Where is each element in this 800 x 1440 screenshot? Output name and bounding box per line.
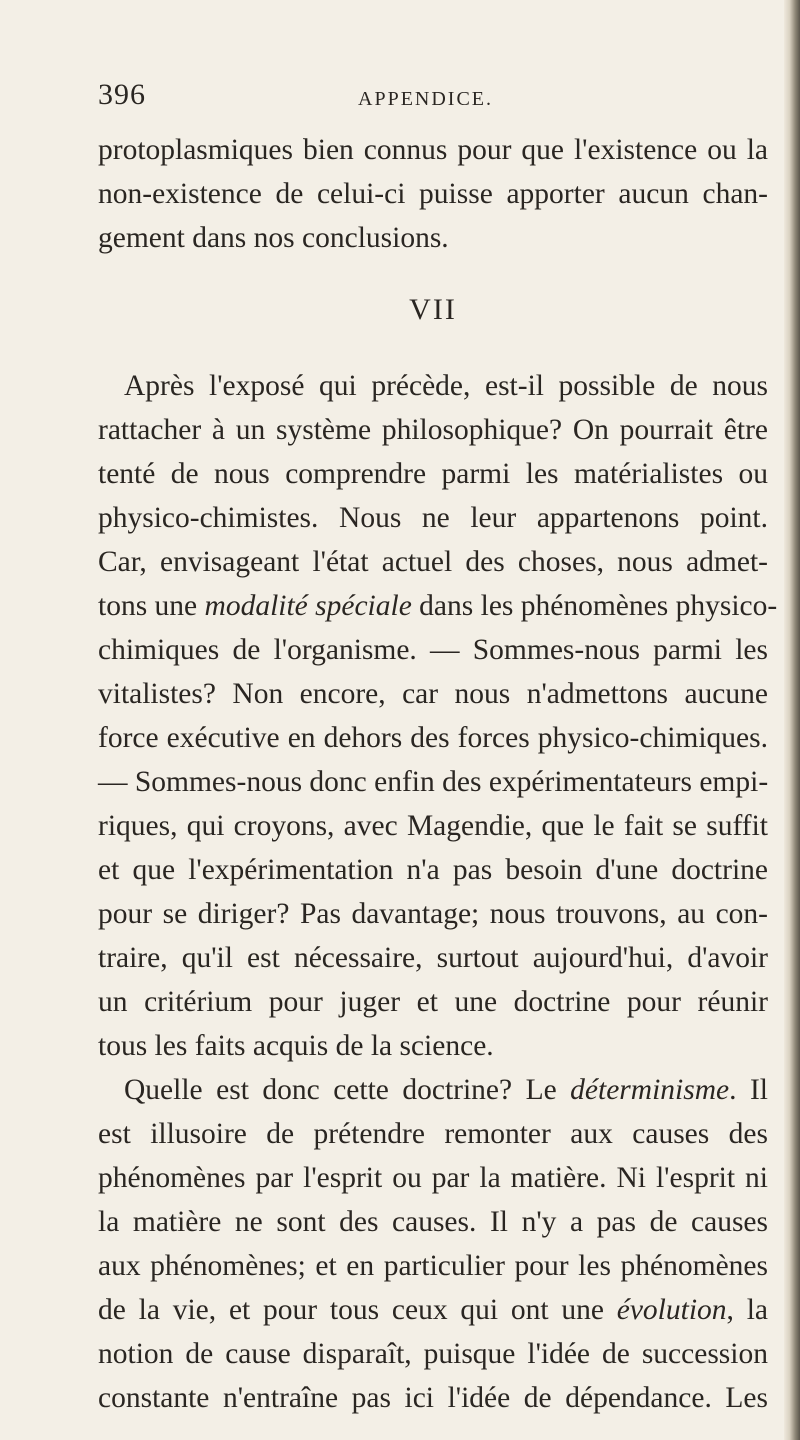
text-span: dans les phénomènes physico- [411,590,778,622]
text-line: gement dans nos conclusions. [98,222,449,254]
page-edge-shadow [784,0,800,1440]
text-line: pour se diriger? Pas davantage; nous trouvons, au con- [98,898,768,930]
page-number: 396 [98,78,146,111]
text-span: tons une [98,590,205,622]
text-line: est illusoire de prétendre remonter aux causes des [98,1118,768,1150]
italic-term: déterminisme [570,1074,730,1106]
paragraph-3 [98,1068,768,1420]
running-head: APPENDICE. [358,88,494,110]
text-line: aux phénomènes; et en particulier pour les phénomènes [98,1250,768,1282]
page-header [98,78,698,122]
text-line: la matière ne sont des causes. Il n'y a pas de causes [98,1206,768,1238]
text-span: . Il [729,1074,768,1106]
text-line: et que l'expérimentation n'a pas besoin d'une doctrine [98,854,768,886]
section-heading: VII [409,293,457,326]
body-text [98,128,778,1420]
text-line: Après l'exposé qui précède, est-il possible de nous [124,370,768,402]
text-line [98,584,778,628]
text-line: physico-chimistes. Nous ne leur appartenons point. [98,502,768,534]
text-line [98,1288,768,1332]
italic-term: évolution [616,1294,727,1326]
text-line: — Sommes-nous donc enfin des expérimentateurs empi- [98,766,769,798]
text-line: tenté de nous comprendre parmi les matérialistes ou [98,458,768,490]
text-line: riques, qui croyons, avec Magendie, que le fait se suffit [98,810,768,842]
text-line: traire, qu'il est nécessaire, surtout aujourd'hui, d'avoir [98,942,768,974]
text-line: vitalistes? Non encore, car nous n'admettons aucune [98,678,768,710]
text-line: rattacher à un système philosophique? On pourrait être [98,414,768,446]
text-span: Quelle est donc cette doctrine? Le [124,1074,571,1106]
paragraph-1 [98,128,768,260]
text-line: Car, envisageant l'état actuel des choses, nous admet- [98,546,768,578]
text-line: chimiques de l'organisme. — Sommes-nous parmi les [98,634,768,666]
text-line: phénomènes par l'esprit ou par la matière. Ni l'esprit ni [98,1162,768,1194]
text-span: , la [726,1294,768,1326]
text-line: constante n'entraîne pas ici l'idée de dépendance. Les [98,1382,768,1414]
text-line [98,1068,768,1112]
text-line: protoplasmiques bien connus pour que l'existence ou la [98,134,768,166]
text-line: non-existence de celui-ci puisse apporter aucun chan- [98,178,768,210]
text-span: de la vie, et pour tous ceux qui ont une [98,1294,617,1326]
italic-term: modalité spéciale [204,590,412,622]
text-line: force exécutive en dehors des forces physico-chimiques. [98,722,768,754]
paragraph-2 [98,364,778,1068]
text-line: un critérium pour juger et une doctrine pour réunir [98,986,768,1018]
text-line: notion de cause disparaît, puisque l'idée de succession [98,1338,768,1370]
text-line: tous les faits acquis de la science. [98,1030,494,1062]
